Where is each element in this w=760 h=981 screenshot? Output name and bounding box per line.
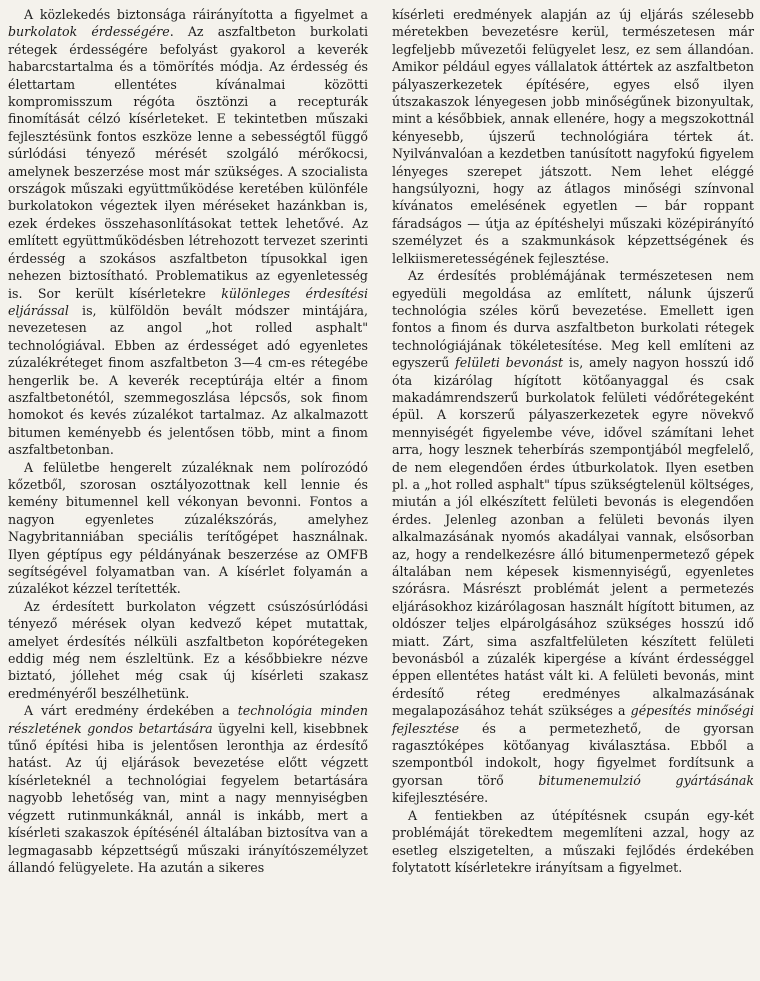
text-run: A várt eredmény érdekében a [24,703,238,719]
text-run: is, amely nagyon hosszú idő óta kizárólag hígított kötőanyaggal és csak makadámrendszerű burkolatok felületi védőrétegeként épül. A korszerű pályaszerkezetek egyre növekvő mennyiségét figyelembe véve, idővel számítani lehet arra, hogy lesznek teherbírás szempontjából megfelelő, de nem elegendően érdes útburkolatok. Ilyen esetben pl. a „hot rolled asphalt" típus szükségtelenül költséges, miután a jól elkészített felületi bevonás is elegendően érdes. Jelenleg azonban a felületi bevonás ilyen alkalmazásának nyomós akadályai vannak, elsősorban az, hogy a rendelkezésre álló bitumenpermetező gépek általában nem képesek kismennyiségű, egyenletes szórásra. Másrészt problémát jelent a permetezés eljárásokhoz kizárólagosan használt hígított bitumen, az oldószer teljes elpárolgásához szükséges hosszú idő miatt. Zárt, sima aszfaltfelületen készített felületi bevonásból a zúzalék kipergése a kívánt érdességgel éppen ellentétes hatást vált ki. A felületi bevonás, mint érdesítő réteg eredményes alkalmazásának megalapozásához tehát szükséges a [392,355,754,719]
paragraph [392,6,754,267]
text-run: . Az aszfaltbeton burkolati rétegek érdességére befolyást gyakorol a keverék habarcstartalma és a tömörítés módja. Az érdesség és élettartam ellentétes kívánalmai közötti kompromisszum régóta ösztönzi a recepturák finomítását célzó kísérleteket. E tekintetben műszaki fejlesztésünk fontos eszköze lenne a sebességtől függő súrlódási tényező mérését szolgáló mérőkocsi, amelynek beszerzése most már szükséges. A szocialista országok műszaki együttműködése keretében különféle burkolatokon végeztek ilyen méréseket hazánkban is, ezek érdekes összehasonlításokat tettek lehetővé. Az említett együttműködésben létrehozott tervezet szerinti érdesség a szokásos aszfaltbeton típusokkal igen nehezen biztosítható. Problematikus az egyenletesség is. Sor került kísérletekre [8,24,368,301]
paragraph [392,807,754,877]
text-run: ügyelni kell, kisebbnek tűnő építési hiba is jelentősen leronthja az érdesítő hatást. Az új eljárások bevezetése előtt végzett kísérleteknél a technológiai fegyelem betartására nagyobb lehetőség van, mint a nagy mennyiségben végzett rutinmunkáknál, annál is inkább, mert a kísérleti szakaszok építésénél általában biztosítva van a legmagasabb képzettségű műszaki irányítószemélyzet állandó felügyelete. Ha azután a sikeres [8,720,368,875]
emphasized-text: felületi bevonást [455,355,564,371]
emphasized-text: technológia minden részletének gondos betartására [8,703,368,736]
paragraph [8,6,368,459]
right-column [392,6,754,876]
emphasized-text: burkolatok érdességére [8,24,170,40]
left-column [8,6,368,876]
emphasized-text: bitumenemulzió gyártásának [538,772,754,788]
text-run: és a permetezhető, de gyorsan ragasztóképes kötőanyag kiválasztása. Ebből a szempontból indokolt, hogy figyelmet fordítsunk a gyorsan törő [392,720,754,788]
emphasized-text: különleges érdesítési eljárással [8,285,368,318]
paragraph [392,267,754,807]
text-run: kísérleti eredmények alapján az új eljárás szélesebb méretekben bevezetésre kerül, természetesen már legfeljebb művezetői felügyelet lesz, ez sem állandóan. Amikor például egyes vállalatok áttértek az aszfaltbeton pályaszerkezetek építésére, egyes első ilyen útszakaszok lényegesen jobb minőségűnek bizonyultak, mint a későbbiek, annak ellenére, hogy a megszokottnál kényesebb, újszerű technológiára tértek át. Nyilvánvalóan a kezdetben tanúsított nagyfokú figyelem lényeges szerepet játszott. Nem lehet eléggé hangsúlyozni, hogy az átlagos minőségi színvonal kívánatos emelésének egyetlen — bár roppant fáradságos — útja az építéshelyi műszaki középirányító személyzet és a szakmunkások képzettségének és lelkiismeretességének fejlesztése. [392,7,754,266]
emphasized-text: gépesítés minőségi fejlesztése [392,703,754,736]
text-run: is, külföldön bevált módszer mintájára, nevezetesen az angol „hot rolled asphalt" technológiával. Ebben az érdességet adó egyenletes zúzalékréteget finom aszfaltbeton 3—4 cm-es rétegébe hengerlik be. A keverék receptúrája eltér a finom aszfaltbetonétól, szemmegoszlása lépcsős, sok finom homokot és kevés zúzalékot tartalmaz. Az alkalmazott bitumen keményebb és jelentősen több, mint a finom aszfaltbetonban. [8,302,368,458]
text-run: A felületbe hengerelt zúzaléknak nem polírozódó kőzetből, szorosan osztályozottnak kell lennie és kemény bitumennel kell vékonyan bevonni. Fontos a nagyon egyenletes zúzalékszórás, amelyhez Nagybritanniában speciális terítőgépet használnak. Ilyen géptípus egy példányának beszerzése az OMFB segítségével folyamatban van. A kísérlet folyamán a zúzalékot kézzel terítették. [8,459,368,597]
text-run: kifejlesztésére. [392,790,489,806]
text-run: A közlekedés biztonsága ráirányította a figyelmet a [24,7,368,22]
text-run: Az érdesítés problémájának természetesen nem egyedüli megoldása az említett, nálunk újszerű technológia széles körű bevezetése. Emellett igen fontos a finom és durva aszfaltbeton burkolati rétegek technológiájának tökéletesítése. Meg kell említeni az egyszerű [392,268,754,371]
text-run: Az érdesített burkolaton végzett csúszósúrlódási tényező mérések olyan kedvező képet mutattak, amelyet érdesítés nélküli aszfaltbeton kopórétegeken eddig még nem észleltünk. Ez a későbbiekre nézve biztató, jóllehet még csak új kísérleti szakasz eredményéről beszélhetünk. [8,598,368,701]
paragraph [8,702,368,876]
paragraph [8,459,368,598]
two-column-layout [8,6,754,876]
text-run: A fentiekben az útépítésnek csupán egy-két problémáját törekedtem megemlíteni azzal, hogy az esetleg elszigetelten, a műszaki fejlődés érdekében folytatott kísérletekre irányítsam a figyelmet. [392,807,754,875]
paragraph [8,598,368,702]
